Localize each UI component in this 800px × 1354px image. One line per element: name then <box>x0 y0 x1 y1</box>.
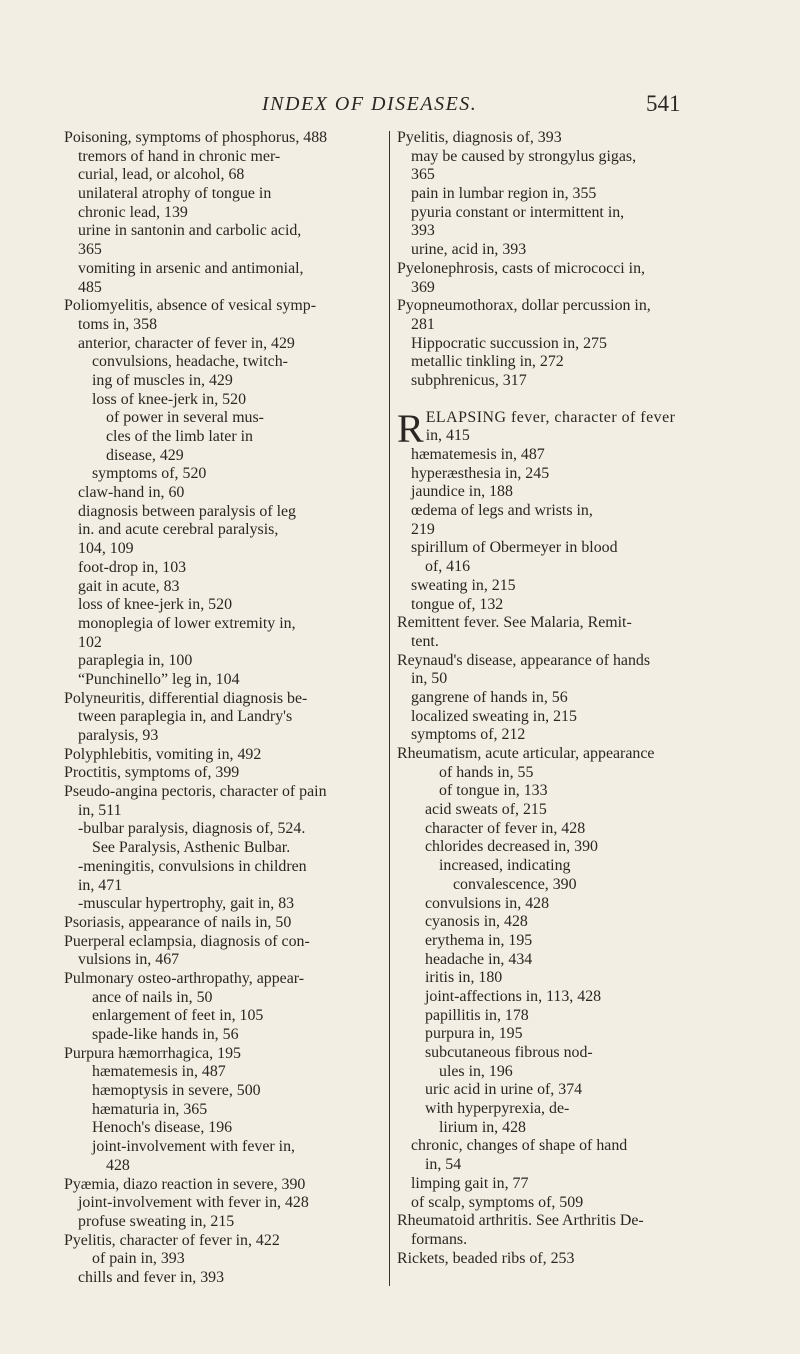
index-entry: hæmatemesis in, 487 <box>92 1063 226 1081</box>
index-entry: chills and fever in, 393 <box>78 1268 225 1286</box>
index-entry: of hands in, 55 <box>439 763 534 781</box>
index-entry: monoplegia of lower extremity in, <box>78 614 296 632</box>
index-entry: toms in, 358 <box>78 315 158 333</box>
index-entry: Puerperal eclampsia, diagnosis of con- <box>64 932 310 950</box>
index-entry: convulsions, headache, twitch- <box>92 353 288 371</box>
drop-cap: R <box>397 405 424 451</box>
index-entry: loss of knee-jerk in, 520 <box>78 596 233 614</box>
index-entry: 365 <box>411 166 435 184</box>
index-entry: in. and acute cerebral paralysis, <box>78 521 279 539</box>
index-entry: Pyelonephrosis, casts of micrococci in, <box>397 259 646 277</box>
index-entry: diagnosis between paralysis of leg <box>78 502 296 520</box>
index-entry: paraplegia in, 100 <box>78 652 193 670</box>
index-entry: tremors of hand in chronic mer- <box>78 147 281 165</box>
index-entry: 102 <box>78 633 102 651</box>
index-entry: hæmatemesis in, 487 <box>411 446 545 463</box>
index-entry: with hyperpyrexia, de- <box>425 1100 570 1118</box>
index-entry: in, 511 <box>78 801 122 819</box>
running-title: INDEX OF DISEASES. <box>262 93 478 115</box>
index-entry: See Paralysis, Asthenic Bulbar. <box>92 839 291 857</box>
index-entry: formans. <box>411 1230 468 1248</box>
index-entry: vomiting in arsenic and antimonial, <box>78 259 304 277</box>
index-entry: increased, indicating <box>439 857 571 875</box>
left-column <box>64 129 386 1288</box>
index-entry: of scalp, symptoms of, 509 <box>411 1193 584 1211</box>
index-entry: hæmoptysis in severe, 500 <box>92 1082 261 1100</box>
index-entry: Pulmonary osteo-arthropathy, appear- <box>64 969 305 987</box>
index-entry: disease, 429 <box>106 446 184 464</box>
index-entry: convulsions in, 428 <box>425 894 550 912</box>
index-entry: paralysis, 93 <box>78 727 159 744</box>
index-entry: symptoms of, 520 <box>92 465 207 483</box>
index-entry: profuse sweating in, 215 <box>78 1212 235 1230</box>
index-entry: -meningitis, convulsions in children <box>78 857 307 875</box>
index-entry: Pyelitis, character of fever in, 422 <box>64 1231 280 1249</box>
index-entry: Polyphlebitis, vomiting in, 492 <box>64 745 262 763</box>
index-entry: in, 50 <box>411 670 448 688</box>
index-entry: Poliomyelitis, absence of vesical symp- <box>64 297 316 315</box>
index-entry: metallic tinkling in, 272 <box>411 353 564 371</box>
index-entry: cyanosis in, 428 <box>425 913 528 931</box>
index-entry: chronic, changes of shape of hand <box>411 1137 628 1155</box>
index-entry: Rheumatoid arthritis. See Arthritis De- <box>397 1212 644 1230</box>
index-entry: gait in acute, 83 <box>78 577 180 595</box>
index-entry: vulsions in, 467 <box>78 951 180 969</box>
index-entry: iritis in, 180 <box>425 969 503 987</box>
right-column <box>397 129 719 1268</box>
index-entry: Hippocratic succussion in, 275 <box>411 334 607 352</box>
index-entry: pyuria constant or intermittent in, <box>411 203 625 221</box>
index-entry: 369 <box>411 278 435 296</box>
index-entry: erythema in, 195 <box>425 931 533 949</box>
index-entry: ules in, 196 <box>439 1062 513 1080</box>
index-entry: 365 <box>78 241 102 259</box>
page-header <box>0 93 800 123</box>
index-entry: in, 471 <box>78 876 123 894</box>
index-entry: Pyæmia, diazo reaction in severe, 390 <box>64 1175 306 1193</box>
right-column-bottom <box>397 446 719 1268</box>
index-entry: ing of muscles in, 429 <box>92 371 233 389</box>
index-entry: of, 416 <box>425 558 471 576</box>
index-entry: jaundice in, 188 <box>411 483 513 501</box>
index-entry: Reynaud's disease, appearance of hands <box>397 651 651 669</box>
index-entry: cles of the limb later in <box>106 428 253 445</box>
index-entry: sweating in, 215 <box>411 576 516 594</box>
index-entry: Purpura hæmorrhagica, 195 <box>64 1044 241 1062</box>
index-entry: chlorides decreased in, 390 <box>425 838 598 856</box>
index-entry: ELAPSING fever, character of fever <box>425 408 676 426</box>
index-entry: subcutaneous fibrous nod- <box>425 1044 593 1061</box>
page-number: 541 <box>646 91 681 116</box>
index-entry: of tongue in, 133 <box>439 782 548 800</box>
index-entry: œdema of legs and wrists in, <box>411 502 593 520</box>
index-entry: joint-involvement with fever in, <box>92 1138 296 1156</box>
index-entry: anterior, character of fever in, 429 <box>78 334 295 352</box>
index-entry: papillitis in, 178 <box>425 1006 529 1024</box>
index-entry: in, 54 <box>425 1156 462 1174</box>
index-entry: of power in several mus- <box>106 409 264 427</box>
index-entry: curial, lead, or alcohol, 68 <box>78 166 245 184</box>
index-entry: Proctitis, symptoms of, 399 <box>64 764 240 782</box>
index-entry: hæmaturia in, 365 <box>92 1100 208 1118</box>
index-entry: ance of nails in, 50 <box>92 988 213 1006</box>
index-entry: chronic lead, 139 <box>78 203 188 221</box>
r-section-heading <box>397 405 719 451</box>
index-entry: claw-hand in, 60 <box>78 484 185 502</box>
index-entry: enlargement of feet in, 105 <box>92 1007 264 1025</box>
index-entry: Rheumatism, acute articular, appearance <box>397 745 655 762</box>
index-entry: 393 <box>411 222 435 240</box>
index-entry: Remittent fever. See Malaria, Remit- <box>397 614 632 632</box>
index-entry: urine in santonin and carbolic acid, <box>78 222 302 240</box>
index-entry: uric acid in urine of, 374 <box>425 1081 583 1099</box>
index-entry: 485 <box>78 278 102 296</box>
index-entry: pain in lumbar region in, 355 <box>411 185 597 203</box>
index-entry: tent. <box>411 632 439 650</box>
index-entry: 104, 109 <box>78 540 134 558</box>
index-entry: Rickets, beaded ribs of, 253 <box>397 1249 575 1267</box>
index-entry: lirium in, 428 <box>439 1118 526 1136</box>
index-entry: Poisoning, symptoms of phosphorus, 488 <box>64 129 328 146</box>
index-entry: subphrenicus, 317 <box>411 371 527 389</box>
index-entry: headache in, 434 <box>425 950 533 968</box>
index-entry: tongue of, 132 <box>411 595 504 613</box>
index-entry: “Punchinello” leg in, 104 <box>78 670 240 688</box>
section-gap <box>397 391 719 409</box>
index-entry: unilateral atrophy of tongue in <box>78 185 272 203</box>
index-entry: acid sweats of, 215 <box>425 801 547 819</box>
index-entry: may be caused by strongylus gigas, <box>411 147 637 165</box>
index-entry: 281 <box>411 315 435 333</box>
index-entry: limping gait in, 77 <box>411 1174 529 1192</box>
index-entry: Pseudo-angina pectoris, character of pain <box>64 783 327 801</box>
index-entry: Polyneuritis, differential diagnosis be- <box>64 689 308 707</box>
index-entry: -bulbar paralysis, diagnosis of, 524. <box>78 820 306 838</box>
index-entry: in, 415 <box>425 427 470 445</box>
index-entry: spirillum of Obermeyer in blood <box>411 539 618 557</box>
right-column-top <box>397 129 719 391</box>
index-entry: gangrene of hands in, 56 <box>411 688 568 706</box>
index-entry: 428 <box>106 1156 130 1174</box>
index-entry: urine, acid in, 393 <box>411 241 527 259</box>
index-entry: tween paraplegia in, and Landry's <box>78 708 293 726</box>
index-entry: Psoriasis, appearance of nails in, 50 <box>64 913 292 931</box>
index-entry: foot-drop in, 103 <box>78 558 187 576</box>
index-entry: joint-involvement with fever in, 428 <box>78 1194 309 1212</box>
index-entry: symptoms of, 212 <box>411 726 526 744</box>
index-entry: Pyopneumothorax, dollar percussion in, <box>397 297 651 315</box>
index-entry: -muscular hypertrophy, gait in, 83 <box>78 895 295 913</box>
index-entry: loss of knee-jerk in, 520 <box>92 390 247 408</box>
index-entry: character of fever in, 428 <box>425 819 586 837</box>
index-entry: hyperæsthesia in, 245 <box>411 464 550 482</box>
index-entry: Pyelitis, diagnosis of, 393 <box>397 129 562 146</box>
index-entry: spade-like hands in, 56 <box>92 1026 239 1043</box>
index-entry: of pain in, 393 <box>92 1250 185 1268</box>
index-entry: convalescence, 390 <box>453 875 577 893</box>
index-entry: 219 <box>411 520 435 538</box>
index-entry: purpura in, 195 <box>425 1025 523 1043</box>
index-entry: Henoch's disease, 196 <box>92 1119 233 1137</box>
index-entry: localized sweating in, 215 <box>411 707 577 725</box>
index-entry: joint-affections in, 113, 428 <box>425 987 602 1005</box>
column-divider <box>389 131 390 1286</box>
